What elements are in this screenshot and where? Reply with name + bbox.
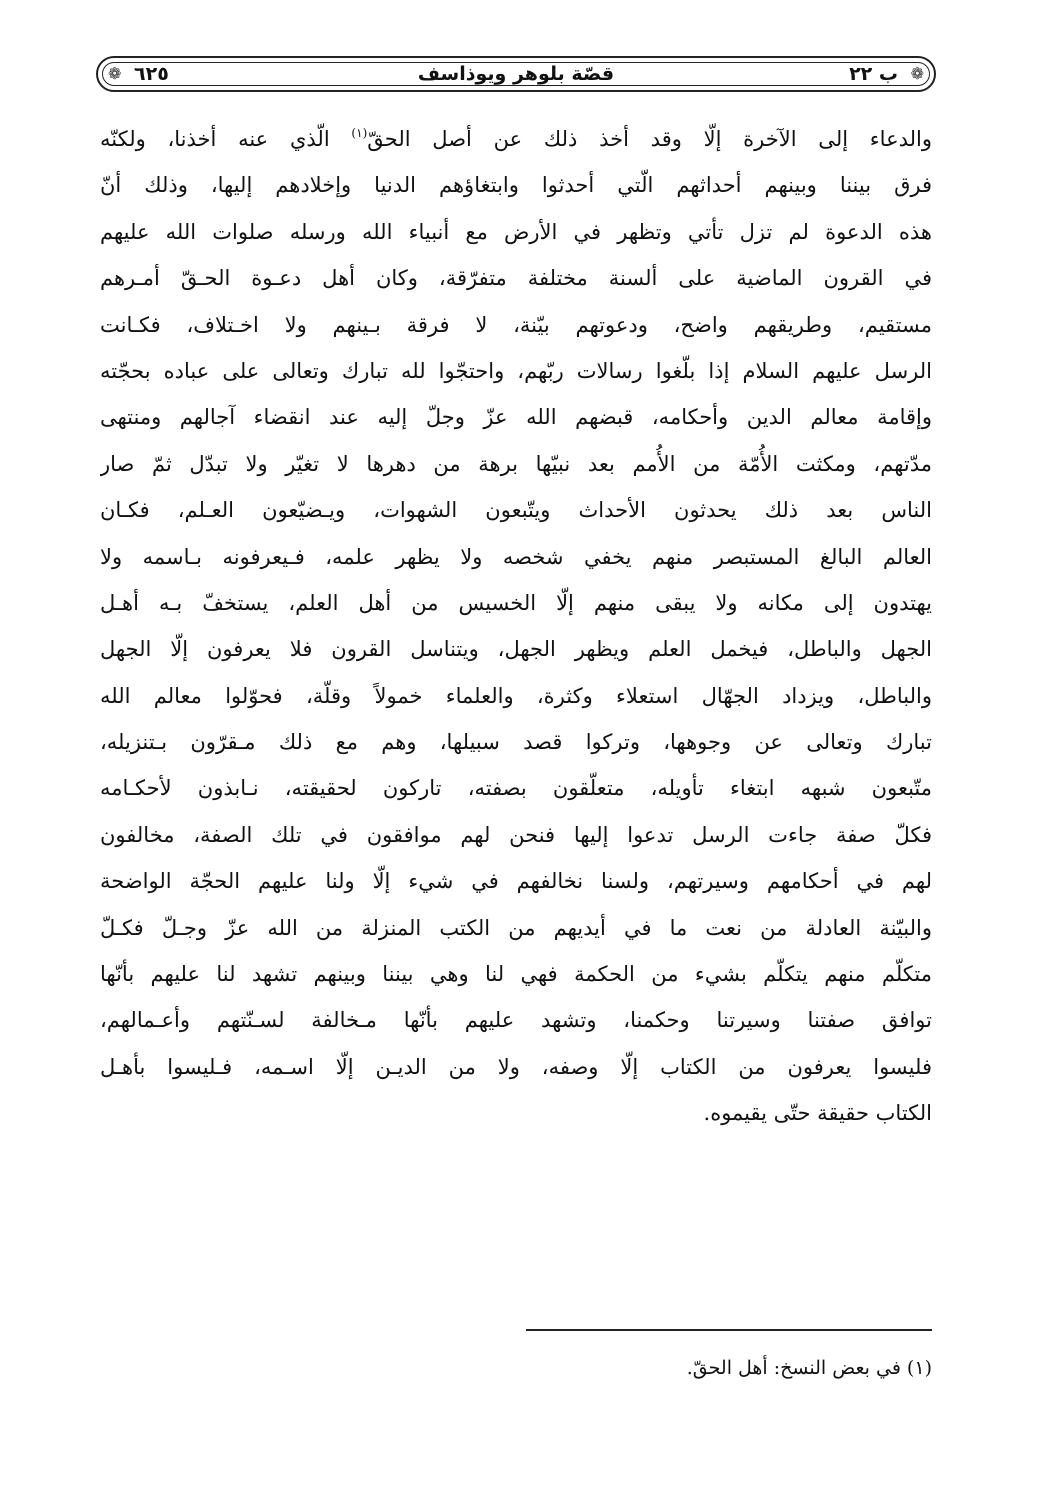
- text-line-end: الّذي عنه أخذنا، ولكنّه: [100, 127, 330, 151]
- running-header: [96, 56, 936, 92]
- text-line: فكلّ صفة جاءت الرسل تدعوا إليها فنحن لهم موافقون في تلك الصفة، مخالفون: [100, 822, 932, 847]
- text-line: هذه الدعوة لم تزل تأتي وتظهر في الأرض مع أنبياء الله ورسله صلوات الله عليهم: [100, 219, 932, 244]
- text-line-start: والدعاء إلى الآخرة إلّا وقد أخذ ذلك عن أصل الحقّ: [367, 127, 932, 151]
- text-line: [100, 116, 932, 162]
- text-line: الكتاب حقيقة حتّى يقيموه.: [703, 1101, 932, 1126]
- text-line: الجهل والباطل، فيخمل العلم ويظهر الجهل، ويتناسل القرون فلا يعرفون إلّا الجهل: [100, 637, 932, 662]
- text-line: توافق صفتنا وسيرتنا وحكمنا، وتشهد عليهم بأنّها مـخالفة لسـنّتهم وأعـمالهم،: [100, 1008, 932, 1033]
- footnote-marker: (١): [351, 126, 368, 140]
- chapter-label: ب ٢٢: [849, 63, 898, 85]
- text-line: فرق بيننا وبينهم أحداثهم الّتي أحدثوا وابتغاؤهم الدنيا وإخلادهم إليها، وذلك أنّ: [100, 173, 932, 198]
- text-line: متّبعون شبهه ابتغاء تأويله، متعلّقون بصفته، تاركون لحقيقته، نـابذون لأحكـامه: [100, 776, 932, 801]
- text-line: مستقيم، وطريقهم واضح، ودعوتهم بيّنة، لا فرقة بـينهم ولا اخـتلاف، فكـانت: [100, 312, 932, 337]
- text-line: وإقامة معالم الدين وأحكامه، قبضهم الله عزّ وجلّ إليه عند انقضاء آجالهم ومنتهى: [100, 405, 932, 430]
- text-line: تبارك وتعالى عن وجوهها، وتركوا قصد سبيلها، وهم مع ذلك مـقرّون بـتنزيله،: [100, 730, 932, 755]
- text-line: العالم البالغ المستبصر منهم يخفي شخصه ولا يظهر علمه، فـيعرفونه بـاسمه ولا: [100, 544, 932, 569]
- main-text: [100, 116, 932, 1137]
- floral-ornament-icon: ❁: [910, 64, 924, 83]
- floral-ornament-icon: ❁: [108, 64, 122, 83]
- text-line: الرسل عليهم السلام إذا بلّغوا رسالات ربّهم، واحتجّوا لله تبارك وتعالى على عباده بحجّته: [100, 358, 932, 383]
- text-line: والباطل، ويزداد الجهّال استعلاء وكثرة، والعلماء خمولاً وقلّة، فحوّلوا معالم الله: [100, 683, 932, 708]
- text-line: فليسوا يعرفون من الكتاب إلّا وصفه، ولا من الديـن إلّا اسـمه، فـليسوا بأهـل: [100, 1054, 932, 1079]
- book-title: قصّة بلوهر ويوذاسف: [417, 63, 615, 85]
- text-line: يهتدون إلى مكانه ولا يبقى منهم إلّا الخسيس من أهل العلم، يستخفّ بـه أهـل: [100, 590, 932, 615]
- text-line: الناس بعد ذلك يحدثون الأحداث ويتّبعون الشهوات، ويـضيّعون العـلم، فكـان: [100, 498, 932, 523]
- text-line: متكلّم منهم يتكلّم بشيء من الحكمة فهي لنا وهي بيننا وبينهم تشهد لنا عليهم بأنّها: [100, 962, 932, 987]
- footnote: (١) في بعض النسخ: أهل الحقّ.: [686, 1357, 932, 1379]
- footnote-divider: [526, 1329, 932, 1331]
- text-line: والبيّنة العادلة من نعت ما في أيديهم من الكتب المنزلة من الله عزّ وجـلّ فكـلّ: [100, 915, 932, 940]
- text-line: في القرون الماضية على ألسنة مختلفة متفرّقة، وكان أهل دعـوة الحـقّ أمـرهم: [100, 266, 932, 291]
- page-number: ٦٢٥: [134, 63, 169, 85]
- text-line: لهم في أحكامهم وسيرتهم، ولسنا نخالفهم في شيء إلّا ولنا عليهم الحجّة الواضحة: [100, 869, 932, 894]
- text-line: مدّتهم، ومكثت الأُمّة من الأُمم بعد نبيّها برهة من دهرها لا تغيّر ولا تبدّل ثمّ صار: [100, 451, 932, 476]
